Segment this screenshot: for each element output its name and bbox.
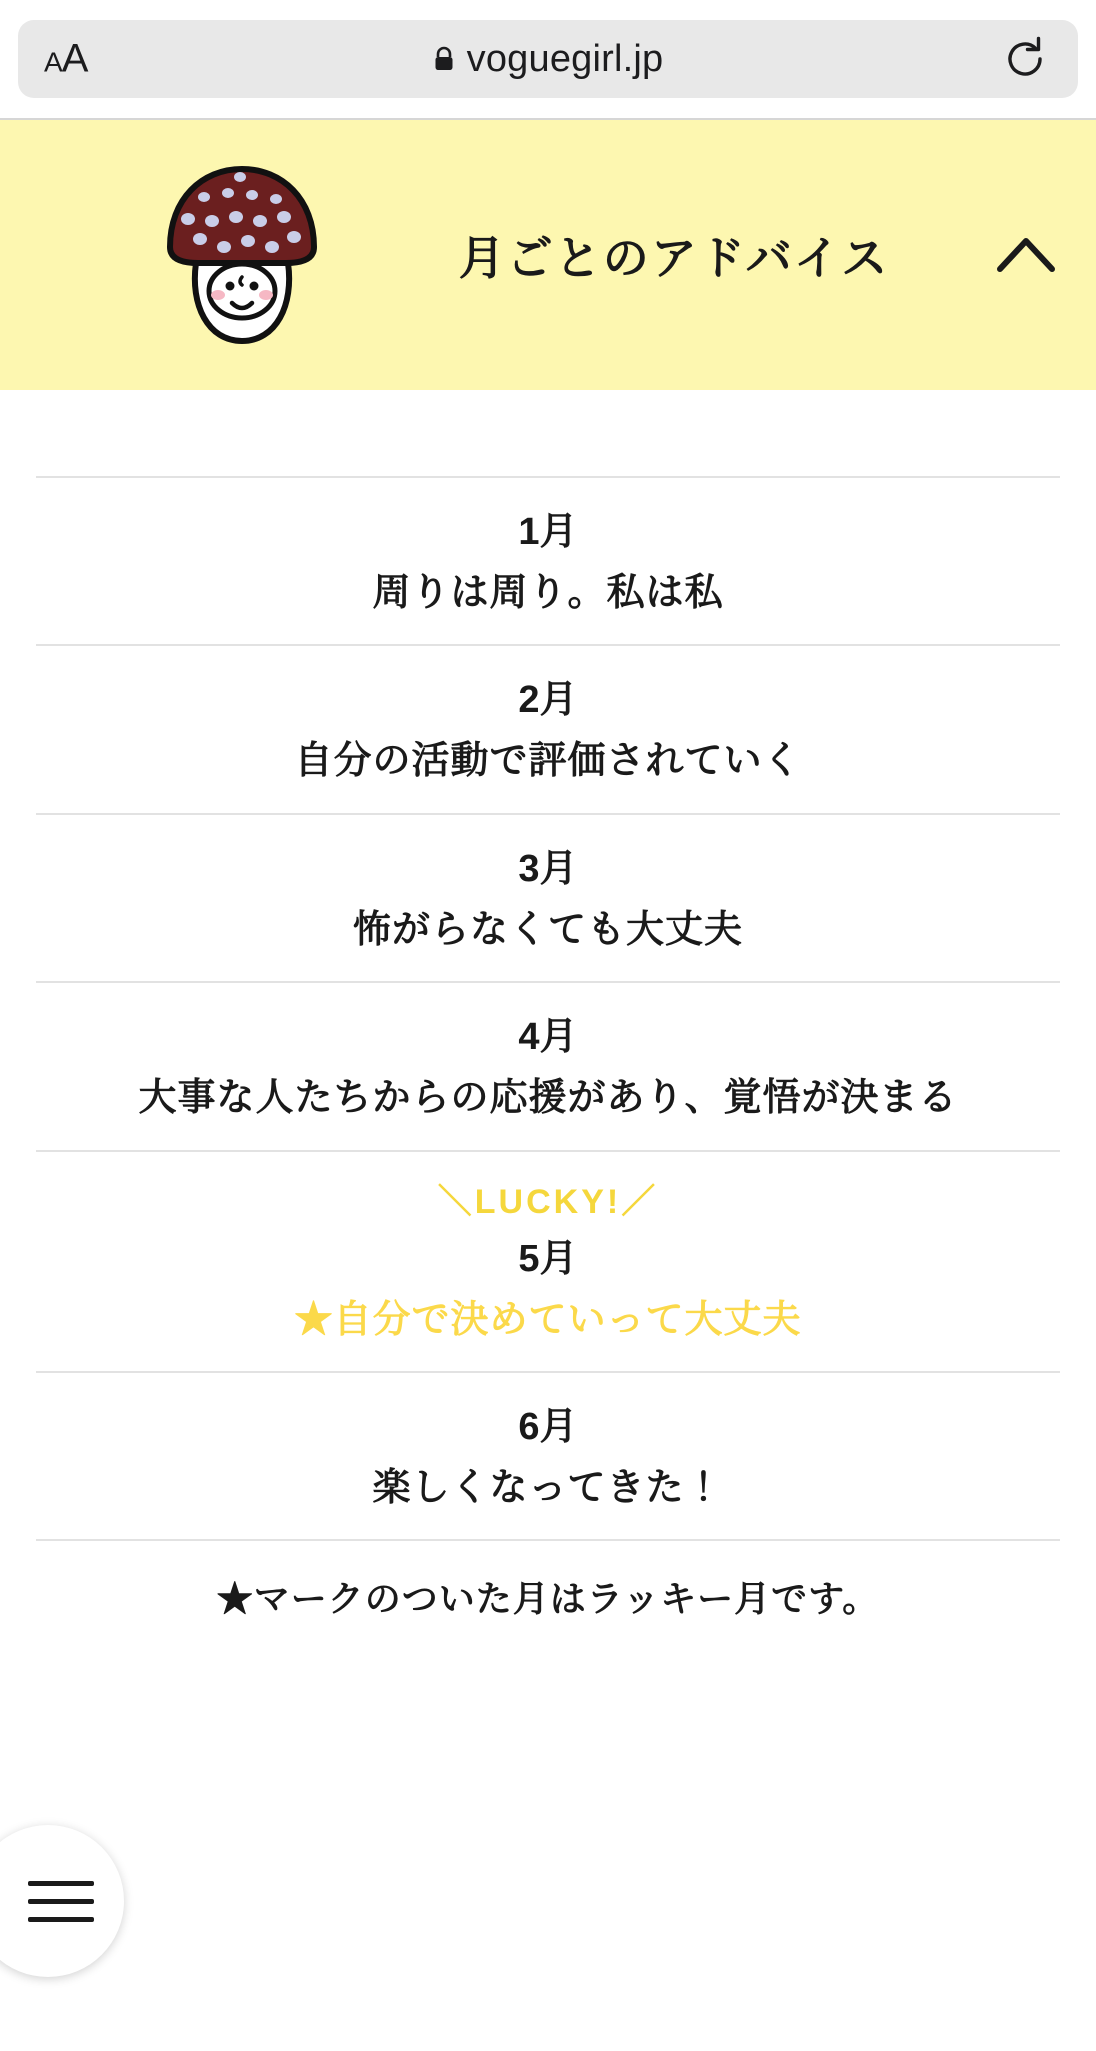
chevron-up-icon[interactable] [996, 235, 1056, 275]
text-size-large-label: A [61, 36, 88, 81]
lucky-badge: ＼LUCKY!／ [437, 1182, 659, 1221]
month-label [514, 837, 581, 892]
month-advice-text: 楽しくなってきた！ [372, 1466, 724, 1509]
month-label [514, 1227, 581, 1282]
month-label [514, 1005, 581, 1060]
month-label-text: 1月 [518, 511, 578, 553]
month-label [514, 668, 581, 723]
list-item [36, 478, 1060, 644]
month-advice-text: 大事な人たちからの応援があり、覚悟が決まる [138, 1077, 958, 1120]
list-item [36, 1373, 1060, 1539]
section-header-monthly-advice[interactable] [0, 120, 1096, 390]
url-text: voguegirl.jp [466, 37, 664, 80]
list-top-spacer [36, 390, 1060, 476]
lock-icon [433, 46, 455, 72]
list-item [36, 815, 1060, 981]
address-bar[interactable] [18, 20, 1078, 98]
floating-menu-button[interactable] [0, 1825, 124, 1977]
month-advice-text: 自分の活動で評価されていく [294, 740, 802, 783]
hamburger-line [28, 1917, 94, 1922]
text-size-button[interactable] [44, 37, 87, 82]
list-item [36, 983, 1060, 1149]
monthly-advice-list [0, 390, 1096, 1622]
month-advice-text: 怖がらなくても大丈夫 [352, 908, 743, 951]
month-label [514, 1395, 581, 1450]
url-display[interactable] [433, 38, 664, 81]
month-advice-text: ★自分で決めていって大丈夫 [294, 1298, 802, 1341]
reload-icon[interactable] [1002, 36, 1048, 82]
hamburger-menu-icon[interactable] [28, 1868, 94, 1935]
list-item-lucky [36, 1152, 1060, 1371]
lucky-footnote: ★マークのついた月はラッキー月です。 [216, 1578, 880, 1620]
hamburger-line [28, 1899, 94, 1904]
month-label-text: 2月 [518, 679, 578, 722]
list-item [36, 646, 1060, 812]
month-label-text: 4月 [518, 1016, 578, 1059]
month-label-text: 6月 [518, 1405, 578, 1448]
hamburger-line [28, 1881, 94, 1886]
browser-toolbar [0, 0, 1096, 118]
month-advice-text: 周りは周り。私は私 [372, 572, 724, 614]
month-label-text: 3月 [518, 847, 578, 890]
page-title: 月ごとのアドバイス [458, 232, 890, 284]
month-label [514, 500, 581, 555]
month-label-text: 5月 [518, 1237, 578, 1280]
text-size-small-label: A [44, 46, 62, 78]
